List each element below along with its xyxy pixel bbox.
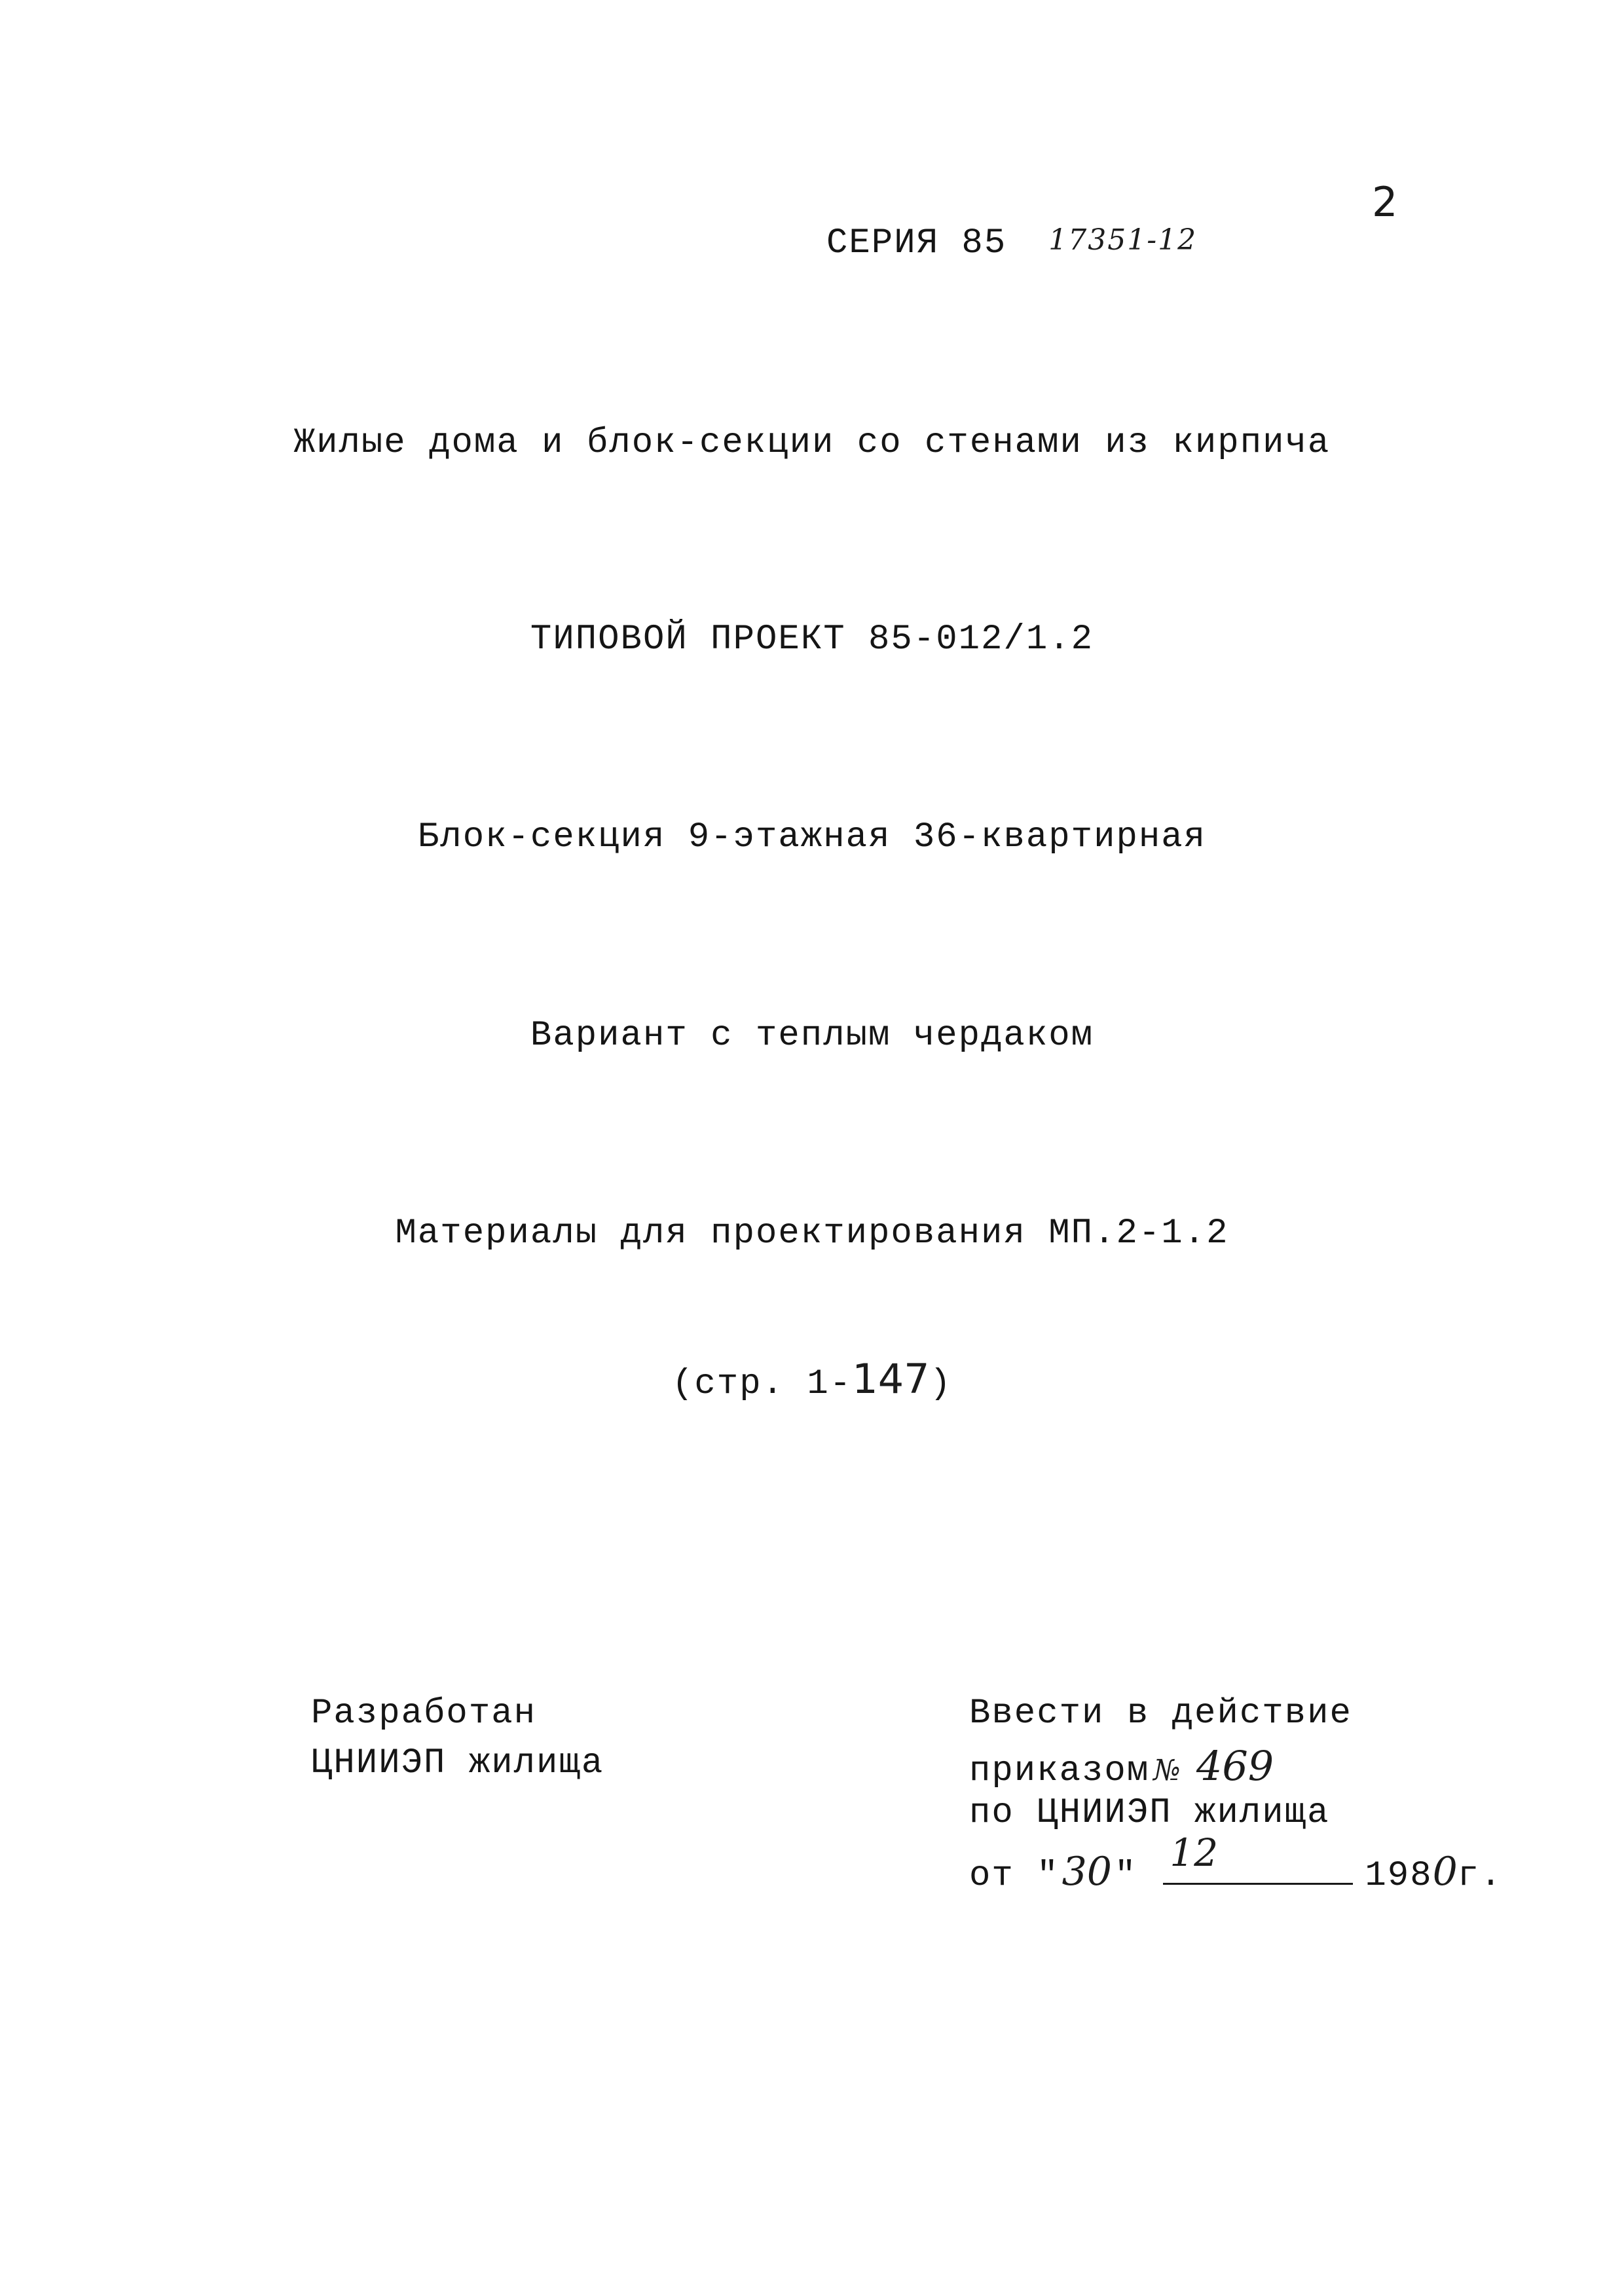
year-prefix: 198 [1365,1856,1433,1896]
month-underline [1163,1883,1353,1885]
materials-description: Материалы для проектирования МП.2-1.2 [395,1214,1229,1253]
handwritten-series-code: 17351-12 [1048,223,1198,257]
handwritten-day: 30 [1061,1849,1112,1895]
handwritten-number-sign: № [1153,1754,1181,1787]
date-prefix: от " [969,1856,1060,1896]
developer-block [311,1696,604,1796]
series-line [826,223,1198,263]
developed-by-label: Разработан [311,1694,537,1734]
enact-date-line [969,1830,1503,1896]
page-range [0,1355,1624,1404]
order-label: приказом [969,1751,1150,1791]
enact-line-1 [969,1696,1503,1746]
month-field [1163,1830,1353,1885]
page-range-suffix: ) [929,1364,952,1404]
enact-line-3 [969,1793,1503,1845]
enact-line-2 [969,1742,1503,1796]
developer-organization: ЦНИИЭП жилища [311,1743,604,1783]
project-number: ТИПОВОЙ ПРОЕКТ 85-012/1.2 [530,620,1094,659]
enact-organization: по ЦНИИЭП жилища [969,1793,1330,1833]
handwritten-month: 12 [1170,1830,1219,1875]
handwritten-order-number: 469 [1196,1742,1274,1790]
variant-description: Вариант с теплым чердаком [530,1016,1094,1056]
document-title: Жилые дома и блок-секции со стенами из кирпича [293,423,1331,463]
block-section-description: Блок-секция 9-этажная 36-квартирная [417,817,1207,857]
date-mid-quote: " [1114,1856,1137,1896]
page-number: 2 [1372,178,1398,226]
handwritten-page-end: 147 [852,1355,930,1403]
enact-label: Ввести в действие [969,1694,1352,1734]
handwritten-year-digit: 0 [1432,1849,1458,1895]
series-label: СЕРИЯ 85 [826,223,1007,263]
page-range-prefix: (стр. 1- [672,1364,853,1404]
enactment-block [969,1696,1503,1895]
year-suffix: г. [1457,1856,1503,1896]
